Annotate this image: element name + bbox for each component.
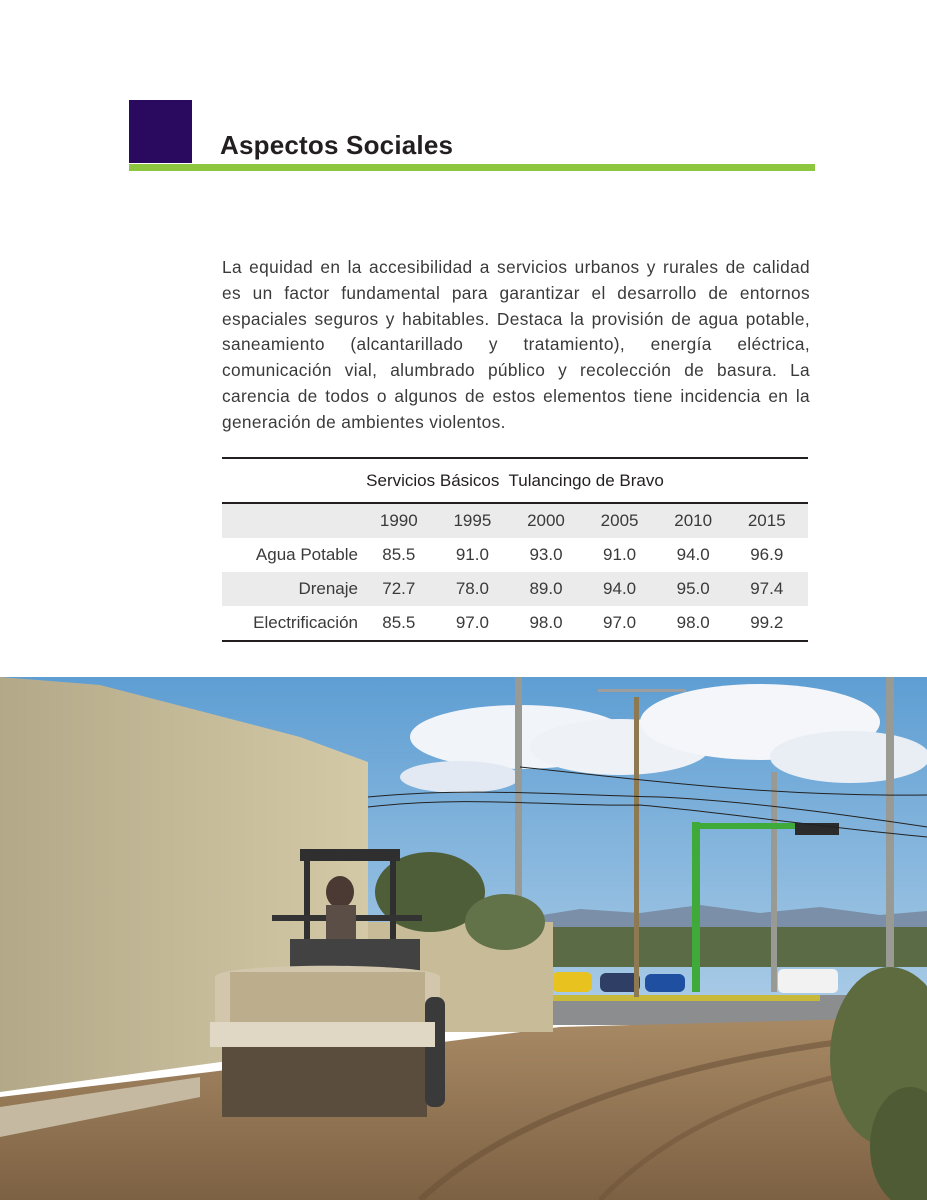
table-cell: 91.0 [603, 545, 637, 564]
table-cell: 97.4 [750, 579, 784, 598]
table-cell: 94.0 [676, 545, 710, 564]
row-label: Electrificación [253, 613, 358, 632]
intro-paragraph: La equidad en la accesibilidad a servicios urbanos y rurales de calidad es un factor fundamental para garantizar el desarrollo de entornos espaciales seguros y habitables. Destaca la provisión de agua potable, saneamiento (alcantarillado y tratamiento), energía eléctrica, comunicación vial, alumbrado público y recolección de basura. La carencia de todos o algunos de estos elementos tiene incidencia en la generación de ambientes violentos. [222, 257, 810, 432]
year-header: 2015 [747, 511, 786, 530]
header-rule [129, 164, 815, 171]
year-header: 1995 [453, 511, 492, 530]
table-cell: 94.0 [603, 579, 637, 598]
table-cell: 97.0 [455, 613, 489, 632]
table-cell: 78.0 [455, 579, 489, 598]
header-accent-square [129, 100, 192, 163]
table-cell: 72.7 [382, 579, 416, 598]
services-table [222, 457, 808, 642]
table-header-row [222, 504, 808, 538]
road-construction-photo [0, 677, 927, 1200]
table-cell: 85.5 [382, 613, 416, 632]
table-row [222, 606, 808, 640]
table-title: Servicios Básicos Tulancingo de Bravo [366, 471, 664, 490]
table-cell: 89.0 [529, 579, 563, 598]
table-cell: 93.0 [529, 545, 563, 564]
year-header: 2000 [527, 511, 565, 530]
table-row [222, 572, 808, 606]
table-cell: 98.0 [529, 613, 563, 632]
table-cell: 99.2 [750, 613, 784, 632]
table-row [222, 538, 808, 572]
table-bottom-rule [222, 640, 808, 642]
table-cell: 96.9 [750, 545, 784, 564]
table-cell: 98.0 [676, 613, 710, 632]
table-cell: 97.0 [603, 613, 637, 632]
table-cell: 91.0 [455, 545, 489, 564]
table-cell: 85.5 [382, 545, 416, 564]
table-cell: 95.0 [676, 579, 710, 598]
page-title: Aspectos Sociales [220, 130, 454, 160]
row-label: Agua Potable [255, 545, 358, 564]
year-header: 1990 [379, 511, 418, 530]
year-header: 2010 [674, 511, 713, 530]
year-header: 2005 [600, 511, 639, 530]
row-label: Drenaje [298, 579, 358, 598]
